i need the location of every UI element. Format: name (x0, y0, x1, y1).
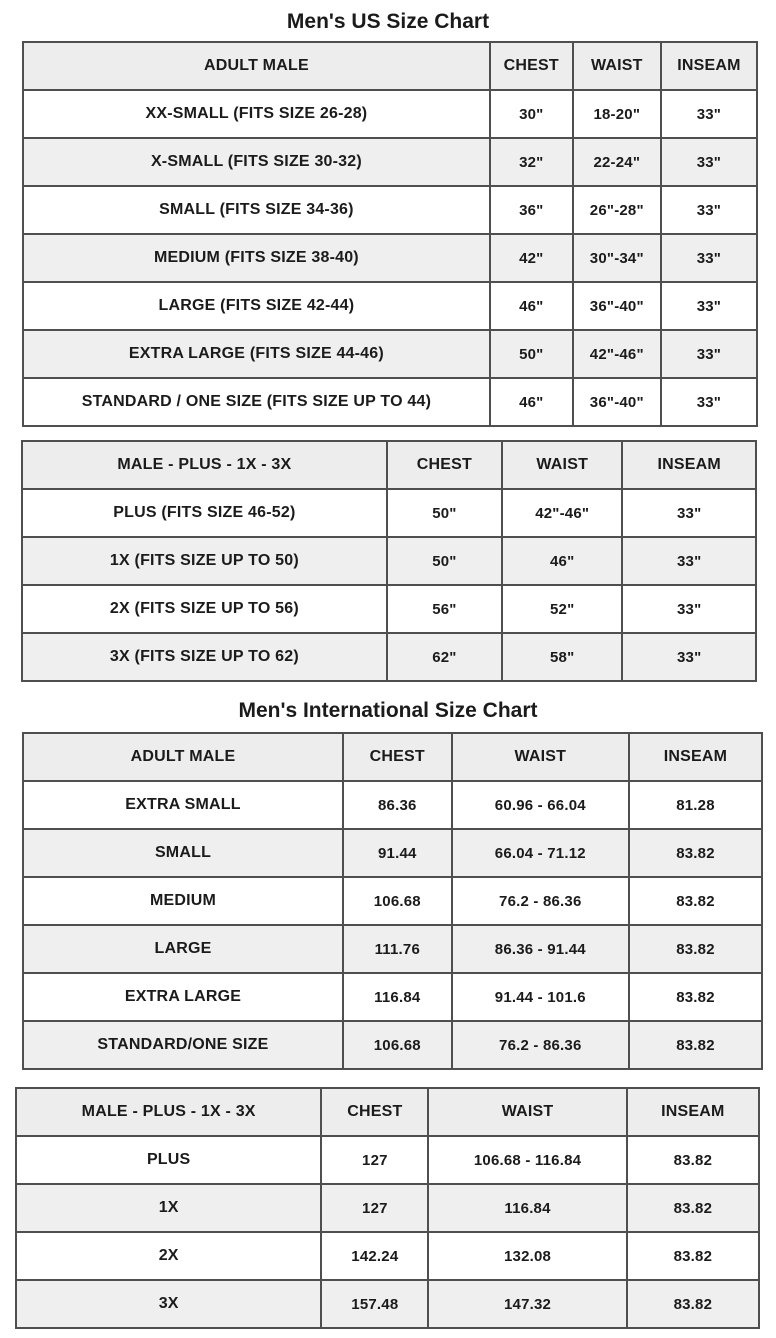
header-row (23, 42, 757, 90)
header-row (22, 441, 756, 489)
size-label-cell: 3X (FITS SIZE UP TO 62) (22, 633, 387, 681)
size-label-cell: EXTRA LARGE (FITS SIZE 44-46) (23, 330, 490, 378)
size-label-cell: MEDIUM (23, 877, 343, 925)
international-plus-size-table (15, 1087, 760, 1329)
waist-value-cell: 18-20" (573, 90, 661, 138)
size-row (23, 186, 757, 234)
size-row (23, 138, 757, 186)
column-header-category: MALE - PLUS - 1X - 3X (22, 441, 387, 489)
chest-value-cell: 62" (387, 633, 502, 681)
size-label-cell: XX-SMALL (FITS SIZE 26-28) (23, 90, 490, 138)
size-label-cell: PLUS (16, 1136, 321, 1184)
size-row (23, 1021, 762, 1069)
size-row (23, 877, 762, 925)
inseam-value-cell: 83.82 (629, 1021, 762, 1069)
size-label-cell: 3X (16, 1280, 321, 1328)
size-row (23, 925, 762, 973)
size-row (23, 282, 757, 330)
column-header-category: ADULT MALE (23, 42, 490, 90)
chest-value-cell: 157.48 (321, 1280, 428, 1328)
us-plus-size-table (21, 440, 757, 682)
size-label-cell: MEDIUM (FITS SIZE 38-40) (23, 234, 490, 282)
size-label-cell: 2X (16, 1232, 321, 1280)
size-row (16, 1136, 759, 1184)
inseam-value-cell: 83.82 (627, 1280, 759, 1328)
column-header-waist: WAIST (452, 733, 629, 781)
waist-value-cell: 106.68 - 116.84 (428, 1136, 626, 1184)
waist-value-cell: 26"-28" (573, 186, 661, 234)
size-row (22, 537, 756, 585)
size-row (16, 1280, 759, 1328)
inseam-value-cell: 83.82 (627, 1184, 759, 1232)
size-row (23, 781, 762, 829)
inseam-value-cell: 33" (661, 90, 757, 138)
size-row (23, 330, 757, 378)
waist-value-cell: 86.36 - 91.44 (452, 925, 629, 973)
size-label-cell: LARGE (23, 925, 343, 973)
waist-value-cell: 36"-40" (573, 282, 661, 330)
chest-value-cell: 106.68 (343, 877, 452, 925)
column-header-chest: CHEST (343, 733, 452, 781)
inseam-value-cell: 33" (661, 138, 757, 186)
size-row (23, 378, 757, 426)
us-adult-size-table (22, 41, 758, 427)
inseam-value-cell: 83.82 (627, 1136, 759, 1184)
chest-value-cell: 50" (387, 537, 502, 585)
chest-value-cell: 91.44 (343, 829, 452, 877)
column-header-chest: CHEST (387, 441, 502, 489)
waist-value-cell: 42"-46" (502, 489, 622, 537)
international-adult-size-table (22, 732, 763, 1070)
size-row (23, 973, 762, 1021)
chest-value-cell: 106.68 (343, 1021, 452, 1069)
international-size-chart-title: Men's International Size Chart (238, 699, 538, 722)
waist-value-cell: 60.96 - 66.04 (452, 781, 629, 829)
header-row (16, 1088, 759, 1136)
size-label-cell: 1X (16, 1184, 321, 1232)
waist-value-cell: 76.2 - 86.36 (452, 1021, 629, 1069)
waist-value-cell: 66.04 - 71.12 (452, 829, 629, 877)
size-label-cell: EXTRA SMALL (23, 781, 343, 829)
column-header-inseam: INSEAM (629, 733, 762, 781)
inseam-value-cell: 33" (661, 234, 757, 282)
column-header-waist: WAIST (428, 1088, 626, 1136)
chest-value-cell: 142.24 (321, 1232, 428, 1280)
chest-value-cell: 127 (321, 1184, 428, 1232)
column-header-category: ADULT MALE (23, 733, 343, 781)
size-label-cell: STANDARD / ONE SIZE (FITS SIZE UP TO 44) (23, 378, 490, 426)
size-row (23, 234, 757, 282)
column-header-inseam: INSEAM (661, 42, 757, 90)
size-label-cell: EXTRA LARGE (23, 973, 343, 1021)
chest-value-cell: 36" (490, 186, 573, 234)
size-row (23, 829, 762, 877)
chest-value-cell: 32" (490, 138, 573, 186)
size-label-cell: 1X (FITS SIZE UP TO 50) (22, 537, 387, 585)
inseam-value-cell: 33" (661, 378, 757, 426)
column-header-waist: WAIST (502, 441, 622, 489)
column-header-inseam: INSEAM (622, 441, 756, 489)
header-row (23, 733, 762, 781)
chest-value-cell: 86.36 (343, 781, 452, 829)
size-label-cell: LARGE (FITS SIZE 42-44) (23, 282, 490, 330)
size-label-cell: PLUS (FITS SIZE 46-52) (22, 489, 387, 537)
chest-value-cell: 50" (490, 330, 573, 378)
chest-value-cell: 30" (490, 90, 573, 138)
inseam-value-cell: 33" (661, 330, 757, 378)
chest-value-cell: 56" (387, 585, 502, 633)
chest-value-cell: 46" (490, 282, 573, 330)
inseam-value-cell: 81.28 (629, 781, 762, 829)
waist-value-cell: 30"-34" (573, 234, 661, 282)
column-header-chest: CHEST (321, 1088, 428, 1136)
inseam-value-cell: 33" (622, 633, 756, 681)
size-row (22, 489, 756, 537)
chest-value-cell: 116.84 (343, 973, 452, 1021)
inseam-value-cell: 33" (622, 585, 756, 633)
inseam-value-cell: 33" (661, 186, 757, 234)
size-row (16, 1232, 759, 1280)
inseam-value-cell: 83.82 (629, 925, 762, 973)
size-row (22, 633, 756, 681)
column-header-waist: WAIST (573, 42, 661, 90)
waist-value-cell: 36"-40" (573, 378, 661, 426)
inseam-value-cell: 83.82 (629, 973, 762, 1021)
chest-value-cell: 127 (321, 1136, 428, 1184)
size-row (23, 90, 757, 138)
inseam-value-cell: 33" (622, 537, 756, 585)
column-header-category: MALE - PLUS - 1X - 3X (16, 1088, 321, 1136)
waist-value-cell: 52" (502, 585, 622, 633)
chest-value-cell: 111.76 (343, 925, 452, 973)
chest-value-cell: 42" (490, 234, 573, 282)
inseam-value-cell: 83.82 (629, 829, 762, 877)
size-label-cell: STANDARD/ONE SIZE (23, 1021, 343, 1069)
waist-value-cell: 132.08 (428, 1232, 626, 1280)
waist-value-cell: 147.32 (428, 1280, 626, 1328)
waist-value-cell: 58" (502, 633, 622, 681)
waist-value-cell: 46" (502, 537, 622, 585)
column-header-chest: CHEST (490, 42, 573, 90)
chest-value-cell: 50" (387, 489, 502, 537)
waist-value-cell: 42"-46" (573, 330, 661, 378)
size-row (22, 585, 756, 633)
us-size-chart-title: Men's US Size Chart (286, 10, 490, 33)
waist-value-cell: 116.84 (428, 1184, 626, 1232)
size-label-cell: SMALL (FITS SIZE 34-36) (23, 186, 490, 234)
inseam-value-cell: 83.82 (629, 877, 762, 925)
inseam-value-cell: 83.82 (627, 1232, 759, 1280)
inseam-value-cell: 33" (661, 282, 757, 330)
size-label-cell: SMALL (23, 829, 343, 877)
size-label-cell: 2X (FITS SIZE UP TO 56) (22, 585, 387, 633)
waist-value-cell: 91.44 - 101.6 (452, 973, 629, 1021)
inseam-value-cell: 33" (622, 489, 756, 537)
waist-value-cell: 76.2 - 86.36 (452, 877, 629, 925)
waist-value-cell: 22-24" (573, 138, 661, 186)
size-row (16, 1184, 759, 1232)
column-header-inseam: INSEAM (627, 1088, 759, 1136)
chest-value-cell: 46" (490, 378, 573, 426)
size-label-cell: X-SMALL (FITS SIZE 30-32) (23, 138, 490, 186)
